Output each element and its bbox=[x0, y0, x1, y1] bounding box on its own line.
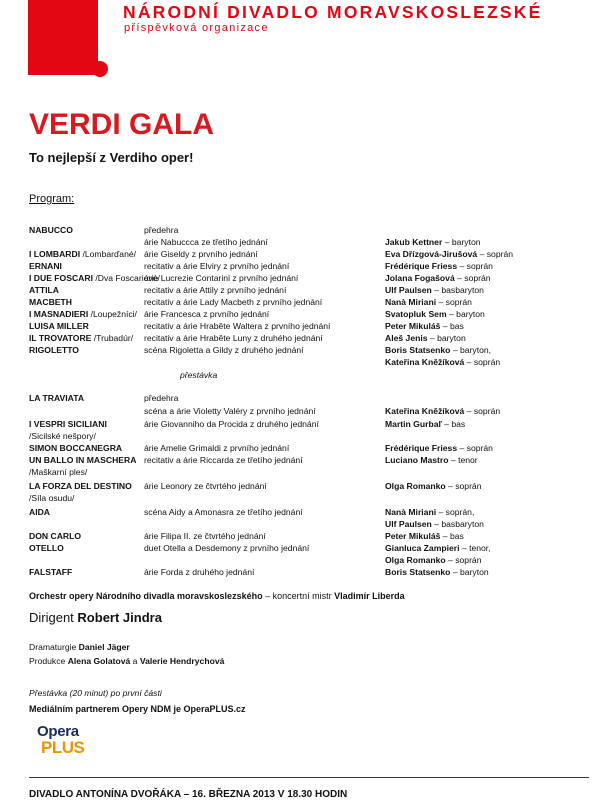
singer-name: Ulf Paulsen bbox=[385, 285, 432, 295]
program-row bbox=[0, 518, 600, 530]
program-row bbox=[0, 320, 600, 332]
voice-type: – bas bbox=[440, 321, 464, 331]
program-opera bbox=[29, 454, 136, 466]
conductor-label: Dirigent bbox=[29, 610, 78, 625]
program-performer bbox=[385, 566, 489, 578]
program-performer bbox=[385, 236, 481, 248]
opera-title: I LOMBARDI bbox=[29, 249, 81, 259]
conductor-name: Robert Jindra bbox=[77, 610, 162, 625]
program-piece: scéna a árie Violetty Valéry z prvního jednání bbox=[144, 406, 316, 416]
media-partner-text: Mediálním partnerem Opery NDM je OperaPLUS.cz bbox=[29, 704, 246, 714]
voice-type: – bas bbox=[440, 531, 464, 541]
program-piece: árie Francesca z prvního jednání bbox=[144, 309, 270, 319]
program-row bbox=[0, 542, 600, 554]
singer-name: Boris Statsenko bbox=[385, 345, 451, 355]
program-opera bbox=[29, 296, 72, 308]
opera-title: ERNANI bbox=[29, 261, 62, 271]
program-row bbox=[0, 344, 600, 356]
dramaturgy-name: Daniel Jäger bbox=[78, 642, 130, 652]
singer-name: Aleš Jenis bbox=[385, 333, 428, 343]
voice-type: – soprán bbox=[464, 406, 501, 416]
program-performer bbox=[385, 356, 500, 368]
program-performer bbox=[385, 260, 493, 272]
program-performer bbox=[385, 454, 478, 466]
singer-name: Frédérique Friess bbox=[385, 443, 458, 453]
program-performer bbox=[385, 248, 513, 260]
program-performer bbox=[385, 405, 500, 417]
singer-name: Ulf Paulsen bbox=[385, 519, 432, 529]
program-performer bbox=[385, 554, 482, 566]
voice-type: – soprán bbox=[457, 443, 493, 453]
opera-czech-title: /Loupežníci/ bbox=[88, 309, 137, 319]
opera-title: LA FORZA DEL DESTINO bbox=[29, 481, 132, 491]
program-row bbox=[0, 356, 600, 368]
opera-title: FALSTAFF bbox=[29, 567, 73, 577]
singer-name: Jakub Kettner bbox=[385, 237, 443, 247]
program-piece: recitativ a árie Hraběte Waltera z prvního jednání bbox=[144, 321, 331, 331]
production-name-2: Valerie Hendrychová bbox=[139, 656, 225, 666]
opera-title: ATTILA bbox=[29, 285, 59, 295]
program-performer bbox=[385, 530, 464, 542]
opera-title: AIDA bbox=[29, 507, 51, 517]
program-row bbox=[0, 392, 600, 404]
theatre-logo-dot bbox=[92, 61, 108, 77]
opera-czech-title: /Síla osudu/ bbox=[29, 493, 75, 503]
singer-name: Boris Statsenko bbox=[385, 567, 451, 577]
program-performer bbox=[385, 518, 484, 530]
program-piece: árie Forda z druhého jednání bbox=[144, 567, 255, 577]
intermission-label: přestávka bbox=[180, 370, 218, 380]
production-and: a bbox=[130, 656, 140, 666]
voice-type: – baryton, bbox=[450, 345, 492, 355]
program-opera bbox=[29, 248, 136, 260]
program-row bbox=[0, 430, 600, 442]
opera-czech-title: /Lombarďané/ bbox=[80, 249, 137, 259]
program-opera bbox=[29, 542, 64, 554]
voice-type: – soprán bbox=[454, 273, 491, 283]
program-opera bbox=[29, 332, 133, 344]
program-piece: árie Amelie Grimaldi z prvního jednání bbox=[144, 443, 290, 453]
program-opera bbox=[29, 392, 84, 404]
program-piece: recitativ a árie Hraběte Luny z druhého jednání bbox=[144, 333, 323, 343]
program-row bbox=[0, 466, 600, 478]
production-label: Produkce bbox=[29, 656, 68, 666]
singer-name: Svatopluk Sem bbox=[385, 309, 447, 319]
singer-name: Nanà Miriani bbox=[385, 297, 437, 307]
program-performer bbox=[385, 442, 493, 454]
singer-name: Olga Romanko bbox=[385, 555, 446, 565]
program-opera bbox=[29, 344, 79, 356]
singer-name: Gianluca Zampieri bbox=[385, 543, 460, 553]
program-row bbox=[0, 224, 600, 236]
program-performer bbox=[385, 344, 491, 356]
program-performer bbox=[385, 542, 491, 554]
program-performer bbox=[385, 272, 491, 284]
program-piece: recitativ a árie Elviry z prvního jednání bbox=[144, 261, 290, 271]
dramaturgy-credit bbox=[29, 642, 130, 652]
program-piece: árie Giovanniho da Procida z druhého jednání bbox=[144, 419, 319, 429]
program-row bbox=[0, 454, 600, 466]
program-piece: árie Leonory ze čtvrtého jednání bbox=[144, 481, 267, 491]
voice-type: – tenor bbox=[448, 455, 478, 465]
opera-title: UN BALLO IN MASCHERA bbox=[29, 455, 137, 465]
program-performer bbox=[385, 320, 464, 332]
page-subtitle: To nejlepší z Verdiho oper! bbox=[29, 150, 194, 165]
program-opera bbox=[29, 480, 132, 492]
conductor-credit bbox=[29, 610, 162, 625]
opera-czech-title: /Dva Foscariové/ bbox=[92, 273, 160, 283]
opera-title: RIGOLETTO bbox=[29, 345, 79, 355]
orchestra-credit bbox=[29, 591, 405, 601]
footer-divider bbox=[29, 777, 589, 778]
program-performer bbox=[385, 506, 474, 518]
program-performer bbox=[385, 332, 466, 344]
program-opera bbox=[29, 308, 137, 320]
program-row bbox=[0, 308, 600, 320]
page-title: VERDI GALA bbox=[29, 108, 215, 141]
voice-type: – baryton bbox=[450, 567, 489, 577]
program-opera bbox=[29, 506, 50, 518]
program-row bbox=[0, 296, 600, 308]
voice-type: – soprán bbox=[477, 249, 514, 259]
interval-note: Přestávka (20 minut) po první části bbox=[29, 688, 162, 698]
program-piece: předehra bbox=[144, 225, 179, 235]
program-row bbox=[0, 418, 600, 430]
program-performer bbox=[385, 418, 465, 430]
opera-title: I DUE FOSCARI bbox=[29, 273, 93, 283]
program-piece: árie Lucrezie Contarini z prvního jednání bbox=[144, 273, 299, 283]
program-opera bbox=[29, 442, 122, 454]
program-opera bbox=[29, 224, 73, 236]
program-heading: Program: bbox=[29, 193, 75, 205]
singer-name: Frédérique Friess bbox=[385, 261, 458, 271]
program-row bbox=[0, 554, 600, 566]
program-piece: recitativ a árie Attily z prvního jednání bbox=[144, 285, 287, 295]
program-row bbox=[0, 236, 600, 248]
program-opera bbox=[29, 260, 62, 272]
venue-date-line: DIVADLO ANTONÍNA DVOŘÁKA – 16. BŘEZNA 2013 V 18.30 HODIN bbox=[29, 789, 348, 800]
opera-title: OTELLO bbox=[29, 543, 64, 553]
program-opera bbox=[29, 466, 87, 478]
program-performer bbox=[385, 296, 472, 308]
operaplus-logo-plus: PLUS bbox=[41, 738, 85, 757]
voice-type: – soprán bbox=[464, 357, 501, 367]
program-opera bbox=[29, 418, 107, 430]
operaplus-logo-opera: Opera bbox=[37, 723, 79, 740]
program-row bbox=[0, 260, 600, 272]
opera-title: I MASNADIERI bbox=[29, 309, 89, 319]
voice-type: – baryton bbox=[442, 237, 481, 247]
program-piece: recitativ a árie Riccarda ze třetího jednání bbox=[144, 455, 303, 465]
singer-name: Martin Gurbaľ bbox=[385, 419, 442, 429]
program-performer bbox=[385, 284, 484, 296]
program-row bbox=[0, 442, 600, 454]
program-performer bbox=[385, 308, 485, 320]
program-piece: árie Filipa II. ze čtvrtého jednání bbox=[144, 531, 266, 541]
voice-type: – baryton bbox=[446, 309, 485, 319]
theatre-logo-block bbox=[28, 0, 98, 75]
voice-type: – basbaryton bbox=[431, 519, 484, 529]
singer-name: Eva Dřízgová-Jirušová bbox=[385, 249, 478, 259]
program-piece: předehra bbox=[144, 393, 179, 403]
program-row bbox=[0, 566, 600, 578]
program-piece: duet Otella a Desdemony z prvního jednání bbox=[144, 543, 310, 553]
program-piece: árie Giseldy z prvního jednání bbox=[144, 249, 258, 259]
program-row bbox=[0, 530, 600, 542]
program-opera bbox=[29, 530, 81, 542]
production-credit bbox=[29, 656, 224, 666]
opera-title: LA TRAVIATA bbox=[29, 393, 85, 403]
opera-title: LUISA MILLER bbox=[29, 321, 89, 331]
program-opera bbox=[29, 492, 74, 504]
program-piece: scéna Aidy a Amonasra ze třetího jednání bbox=[144, 507, 303, 517]
singer-name: Peter Mikuláš bbox=[385, 321, 441, 331]
voice-type: – bas bbox=[441, 419, 466, 429]
singer-name: Jolana Fogašová bbox=[385, 273, 455, 283]
orchestra-name: Orchestr opery Národního divadla moravskoslezského bbox=[29, 591, 263, 601]
program-piece: recitativ a árie Lady Macbeth z prvního jednání bbox=[144, 297, 323, 307]
opera-title: DON CARLO bbox=[29, 531, 82, 541]
program-row bbox=[0, 506, 600, 518]
singer-name: Olga Romanko bbox=[385, 481, 446, 491]
program-row bbox=[0, 272, 600, 284]
voice-type: – soprán bbox=[436, 297, 472, 307]
program-opera bbox=[29, 320, 89, 332]
orchestra-separator: – koncertní mistr bbox=[262, 591, 335, 601]
program-opera bbox=[29, 284, 59, 296]
program-performer bbox=[385, 480, 482, 492]
opera-czech-title: /Maškarní ples/ bbox=[29, 467, 88, 477]
operaplus-logo bbox=[37, 723, 97, 761]
dramaturgy-label: Dramaturgie bbox=[29, 642, 79, 652]
program-row bbox=[0, 332, 600, 344]
program-row bbox=[0, 248, 600, 260]
voice-type: – basbaryton bbox=[431, 285, 484, 295]
singer-name: Nanà Miriani bbox=[385, 507, 437, 517]
production-name-1: Alena Golatová bbox=[67, 656, 131, 666]
opera-title: SIMON BOCCANEGRA bbox=[29, 443, 123, 453]
singer-name: Kateřina Kněžíková bbox=[385, 357, 465, 367]
organization-name: NÁRODNÍ DIVADLO MORAVSKOSLEZSKÉ bbox=[123, 2, 543, 22]
voice-type: – soprán bbox=[445, 481, 482, 491]
program-row bbox=[0, 492, 600, 504]
voice-type: – soprán bbox=[445, 555, 482, 565]
program-row bbox=[0, 284, 600, 296]
singer-name: Peter Mikuláš bbox=[385, 531, 441, 541]
opera-title: MACBETH bbox=[29, 297, 72, 307]
program-opera bbox=[29, 566, 72, 578]
program-row bbox=[0, 480, 600, 492]
concertmaster-name: Vladimír Liberda bbox=[334, 591, 405, 601]
voice-type: – soprán bbox=[457, 261, 493, 271]
program-piece: scéna Rigoletta a Gildy z druhého jednání bbox=[144, 345, 304, 355]
opera-title: IL TROVATORE bbox=[29, 333, 92, 343]
opera-title: I VESPRI SICILIANI bbox=[29, 419, 107, 429]
voice-type: – baryton bbox=[427, 333, 466, 343]
program-piece: árie Nabuccca ze třetího jednání bbox=[144, 237, 268, 247]
singer-name: Luciano Mastro bbox=[385, 455, 449, 465]
program-row bbox=[0, 405, 600, 417]
opera-title: NABUCCO bbox=[29, 225, 73, 235]
organization-subtitle: příspěvková organizace bbox=[124, 22, 269, 34]
opera-czech-title: /Trubadúr/ bbox=[91, 333, 134, 343]
opera-czech-title: /Sicilské nešpory/ bbox=[29, 431, 96, 441]
voice-type: – tenor, bbox=[459, 543, 491, 553]
singer-name: Kateřina Kněžíková bbox=[385, 406, 465, 416]
program-opera bbox=[29, 430, 96, 442]
voice-type: – soprán, bbox=[436, 507, 475, 517]
program-opera bbox=[29, 272, 160, 284]
